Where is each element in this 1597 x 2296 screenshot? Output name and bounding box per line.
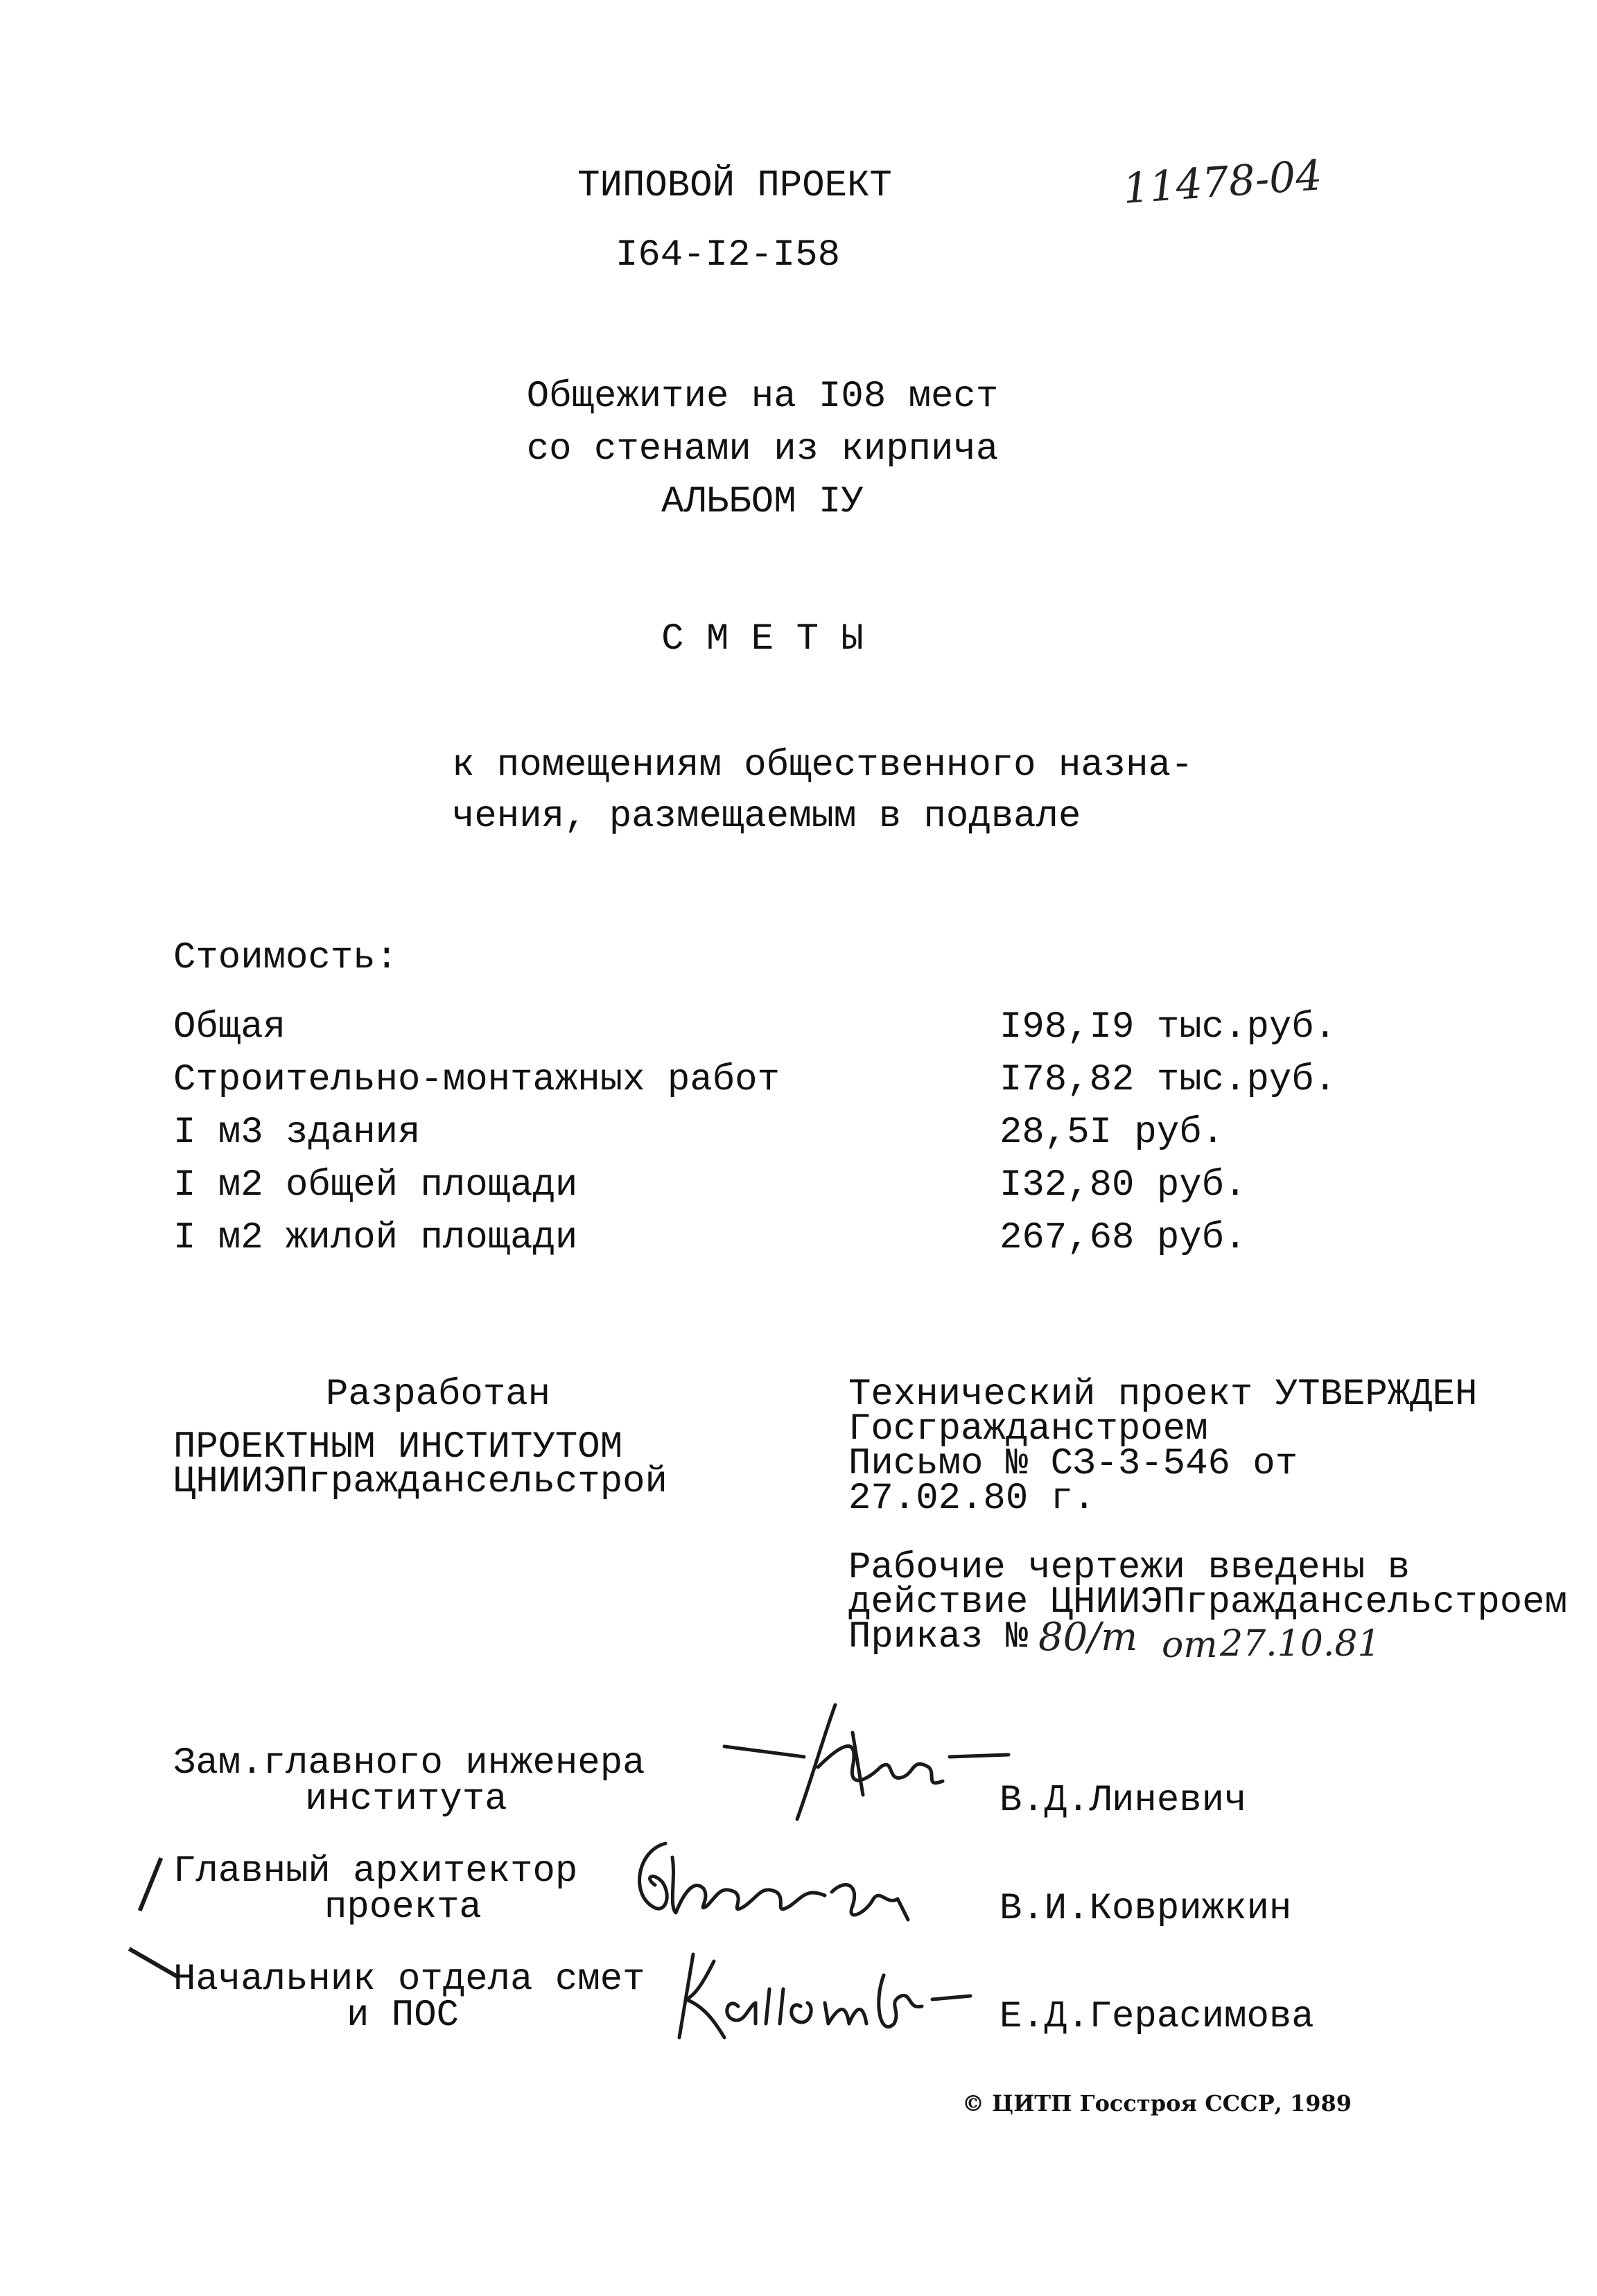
cost-label: I м2 общей площади (173, 1164, 578, 1207)
developer-label: Разработан (326, 1374, 551, 1416)
cost-value: 28,5I руб. (1000, 1112, 1225, 1154)
cost-label: Общая (173, 1006, 286, 1049)
subtitle-line-2: чения, размещаемым в подвале (452, 796, 1081, 838)
signatory-role-line-2: института (305, 1778, 507, 1821)
order-from: от (1162, 1624, 1218, 1666)
margin-tick-mark (128, 1947, 178, 1978)
signatory-name: В.И.Коврижкин (1000, 1888, 1292, 1930)
approval-line-1: Технический проект УТВЕРЖДЕН (848, 1374, 1478, 1416)
developer-line-2: ЦНИИЭПграждансельстрой (173, 1461, 667, 1503)
signature-linevich (721, 1691, 1012, 1830)
working-drawings-line-2: действие ЦНИИЭПграждансельстроем (848, 1581, 1567, 1624)
working-drawings-line-1: Рабочие чертежи введены в (848, 1547, 1411, 1589)
subtitle-line-1: к помещениям общественного назна- (452, 744, 1194, 787)
signature-kovrizhkin (624, 1830, 915, 1940)
inventory-number: 11478-04 (1121, 151, 1324, 213)
cost-value: 267,68 руб. (1000, 1217, 1247, 1259)
approval-line-2: Госгражданстроем (848, 1408, 1208, 1451)
project-number: I64-I2-I58 (615, 234, 841, 277)
cost-label: I м3 здания (173, 1112, 421, 1154)
cost-label: I м2 жилой площади (173, 1217, 578, 1259)
margin-tick-mark (138, 1857, 163, 1911)
signatory-name: Е.Д.Герасимова (1000, 1996, 1314, 2038)
order-number: 80/т (1038, 1615, 1138, 1660)
developer-line-1: ПРОЕКТНЫМ ИНСТИТУТОМ (173, 1426, 623, 1469)
cost-label: Строительно-монтажных работ (173, 1059, 780, 1101)
album-label: АЛЬБОМ IУ (661, 481, 864, 523)
copyright: © ЦИТП Госстроя СССР, 1989 (962, 2090, 1352, 2117)
signatory-role-line-2: и ПОС (347, 1995, 460, 2037)
cost-value: I32,80 руб. (1000, 1164, 1247, 1207)
approval-line-4: 27.02.80 г. (848, 1478, 1096, 1520)
cost-value: I78,82 тыс.руб. (1000, 1059, 1337, 1101)
signature-gerasimova (672, 1940, 977, 2044)
project-type: ТИПОВОЙ ПРОЕКТ (577, 165, 892, 207)
section-title: С М Е Т Ы (661, 618, 864, 660)
title-line-1: Общежитие на I08 мест (526, 376, 999, 418)
signatory-role-line-1: Зам.главного инженера (173, 1742, 645, 1785)
signatory-name: В.Д.Линевич (1000, 1780, 1247, 1822)
title-line-2: со стенами из кирпича (526, 428, 999, 471)
approval-line-3: Письмо № СЗ-3-546 от (848, 1443, 1298, 1485)
order-date: 27.10.81 (1220, 1623, 1381, 1665)
order-prefix: Приказ № (848, 1616, 1029, 1658)
signatory-role-line-1: Главный архитектор (173, 1850, 578, 1893)
cost-heading: Стоимость: (173, 937, 399, 979)
signatory-role-line-2: проекта (324, 1886, 482, 1929)
signatory-role-line-1: Начальник отдела смет (173, 1958, 645, 2001)
cost-value: I98,I9 тыс.руб. (1000, 1006, 1337, 1049)
